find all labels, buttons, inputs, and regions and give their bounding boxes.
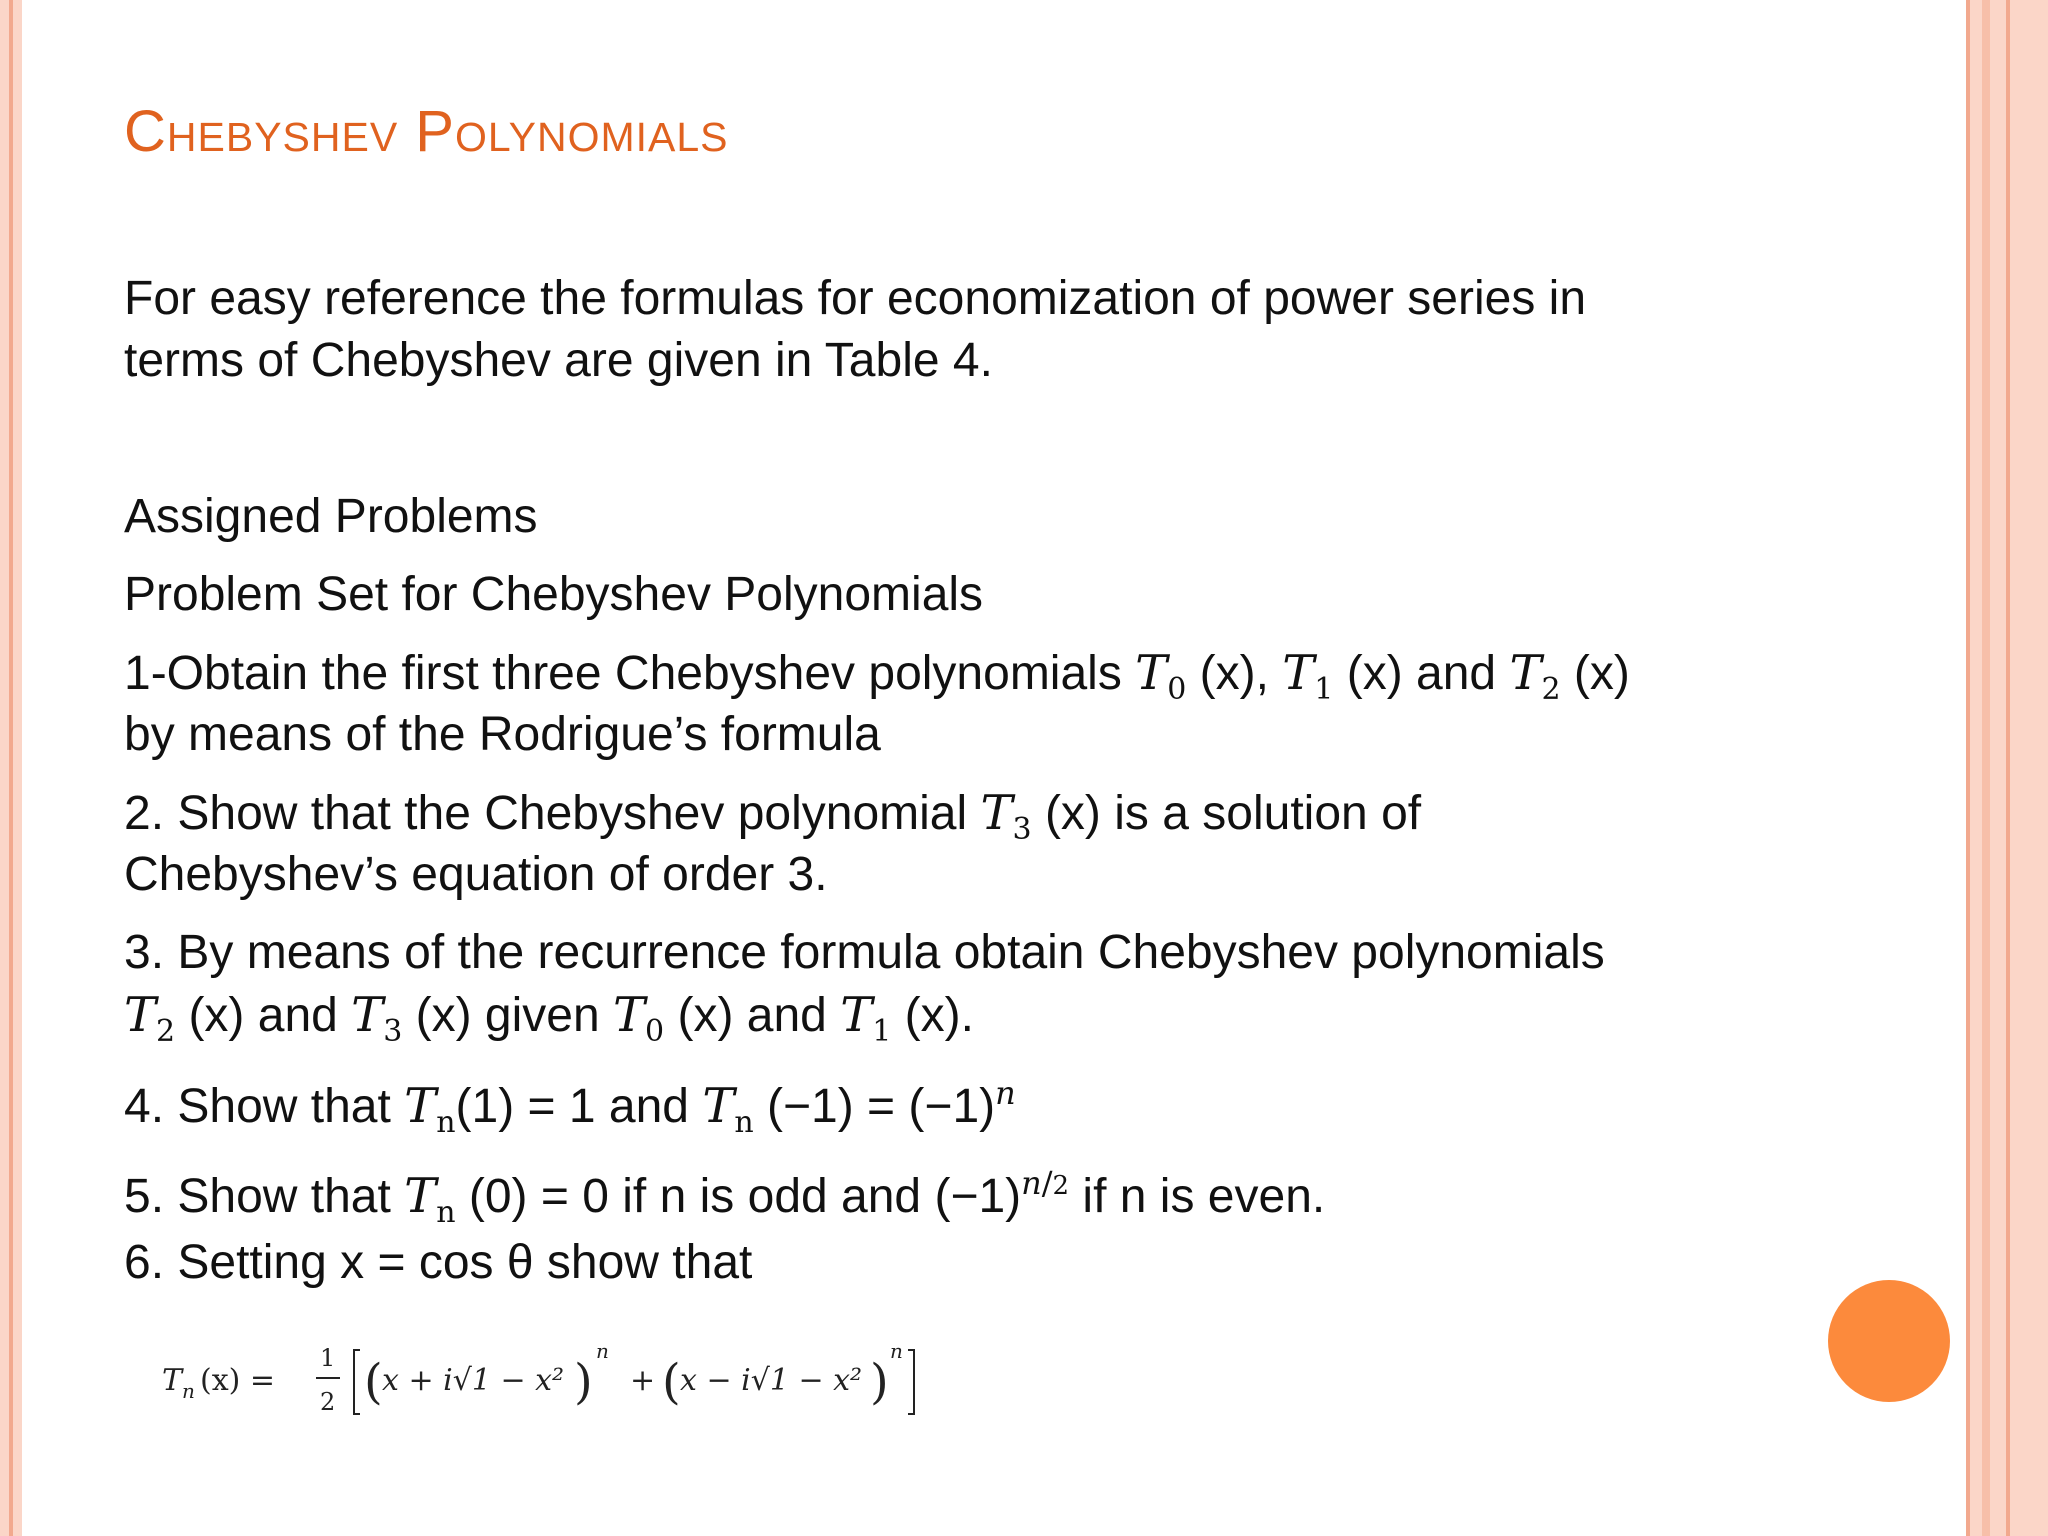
- problem-1-line-1: 1-Obtain the first three Chebyshev polynomials $T_0$ (x), $T_1$ (x) and $T_2$ (x): [124, 645, 1630, 707]
- svg-text:(: (: [662, 1354, 681, 1410]
- left-border: [0, 0, 22, 1536]
- decorative-circle: [1828, 1280, 1950, 1402]
- intro-line-2: terms of Chebyshev are given in Table 4.: [124, 334, 993, 387]
- problem-2-line-1: 2. Show that the Chebyshev polynomial $T_3$ (x) is a solution of: [124, 785, 1422, 847]
- formula-term-2: x − i√1 − x²: [680, 1363, 863, 1398]
- problem-3-line-1: 3. By means of the recurrence formula obtain Chebyshev polynomials: [124, 926, 1605, 979]
- formula-lhs-sub: n: [182, 1379, 195, 1403]
- formula-exp-2: n: [890, 1339, 903, 1363]
- formula-frac-den: 2: [320, 1388, 336, 1416]
- slide-title: Chebyshev Polynomials: [124, 99, 729, 164]
- formula-exp-1: n: [596, 1339, 609, 1363]
- right-border: [1966, 0, 2048, 1536]
- svg-text:): ): [870, 1354, 889, 1410]
- problem-6: 6. Setting x = cos θ show that: [124, 1236, 753, 1289]
- formula-plus: +: [630, 1363, 656, 1398]
- formula-lhs: T: [162, 1363, 183, 1398]
- svg-text:): ): [574, 1354, 593, 1410]
- assigned-problems-heading: Assigned Problems: [124, 490, 538, 543]
- svg-text:(: (: [364, 1354, 383, 1410]
- problem-5: 5. Show that $T_n$ (0) = 0 if n is odd and $(-1)^{n/2}$ if n is even.: [124, 1164, 1326, 1230]
- problem-3-line-2: $T_2$ (x) and $T_3$ (x) given $T_0$ (x) and $T_1$ (x).: [124, 987, 974, 1049]
- formula-frac-num: 1: [320, 1344, 336, 1372]
- chebyshev-formula: [160, 1330, 1060, 1430]
- formula-lhs-arg: (x) =: [200, 1363, 275, 1398]
- intro-line-1: For easy reference the formulas for economization of power series in: [124, 272, 1587, 325]
- problem-set-heading: Problem Set for Chebyshev Polynomials: [124, 568, 984, 621]
- problem-1-line-2: by means of the Rodrigue’s formula: [124, 708, 881, 761]
- problem-2-line-2: Chebyshev’s equation of order 3.: [124, 848, 828, 901]
- formula-term-1: x + i√1 − x²: [382, 1363, 565, 1398]
- problem-4: 4. Show that $T_n(1) = 1$ and $T_n$ $(-1) = (-1)^n$: [124, 1074, 1016, 1140]
